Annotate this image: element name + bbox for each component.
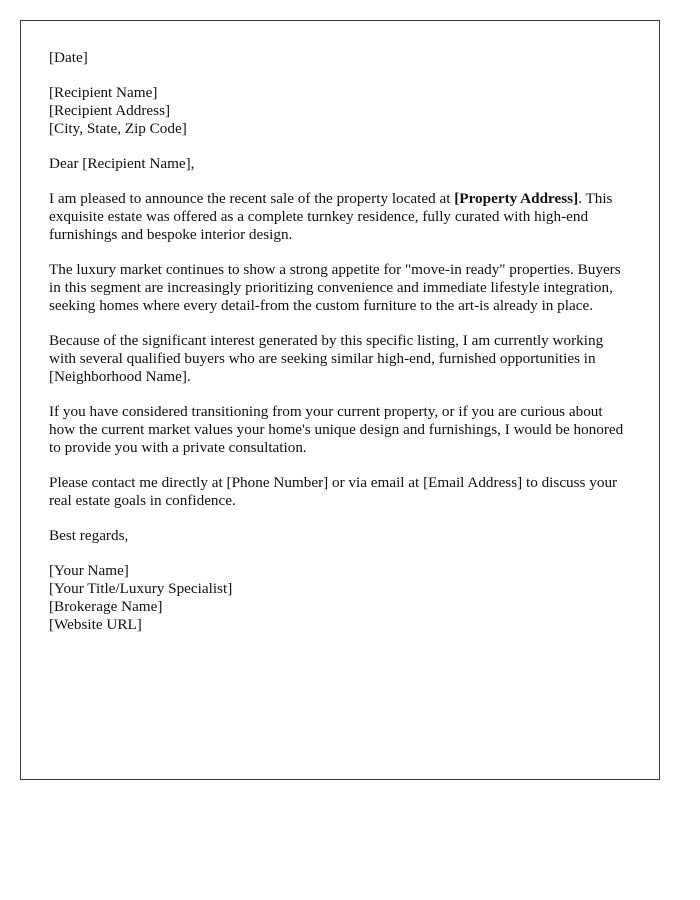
- closing-block: [49, 527, 631, 545]
- paragraph1-after: . This exquisite estate was offered as a complete turnkey residence, fully curated with high-end furnishings and bespoke interior design.: [49, 190, 613, 243]
- paragraph-consultation: If you have considered transitioning from your current property, or if you are curious about how the current market values your home's unique design and furnishings, I would be honored to provide you with a private consultation.: [49, 403, 624, 456]
- paragraph1-before: I am pleased to announce the recent sale of the property located at: [49, 190, 455, 207]
- recipient-city-state-zip: [City, State, Zip Code]: [49, 120, 187, 137]
- paragraph-market: The luxury market continues to show a strong appetite for "move-in ready" properties. Buyers in this segment are increasingly prioritizing convenience and immediate lifestyle integration, seeking homes where every detail-from the custom furniture to the art-is already in place.: [49, 261, 621, 314]
- letter-document: [20, 20, 660, 780]
- recipient-address: [Recipient Address]: [49, 102, 171, 119]
- recipient-block: [49, 84, 631, 138]
- signature-brokerage: [Brokerage Name]: [49, 598, 163, 615]
- signature-website: [Website URL]: [49, 616, 142, 633]
- salutation: Dear [Recipient Name],: [49, 155, 195, 172]
- date-block: [49, 49, 631, 67]
- signature-name: [Your Name]: [49, 562, 129, 579]
- signature-block: [49, 562, 631, 634]
- recipient-name: [Recipient Name]: [49, 84, 158, 101]
- paragraph-contact: Please contact me directly at [Phone Number] or via email at [Email Address] to discuss your real estate goals in confidence.: [49, 474, 618, 509]
- paragraph-sale-announcement: [49, 190, 631, 244]
- closing: Best regards,: [49, 527, 129, 544]
- letter-date: [Date]: [49, 49, 88, 66]
- signature-title: [Your Title/Luxury Specialist]: [49, 580, 233, 597]
- paragraph-interest: Because of the significant interest generated by this specific listing, I am currently working with several qualified buyers who are seeking similar high-end, furnished opportunities in [Neighborhood Name].: [49, 332, 604, 385]
- salutation-block: [49, 155, 631, 173]
- property-address: [Property Address]: [454, 190, 579, 207]
